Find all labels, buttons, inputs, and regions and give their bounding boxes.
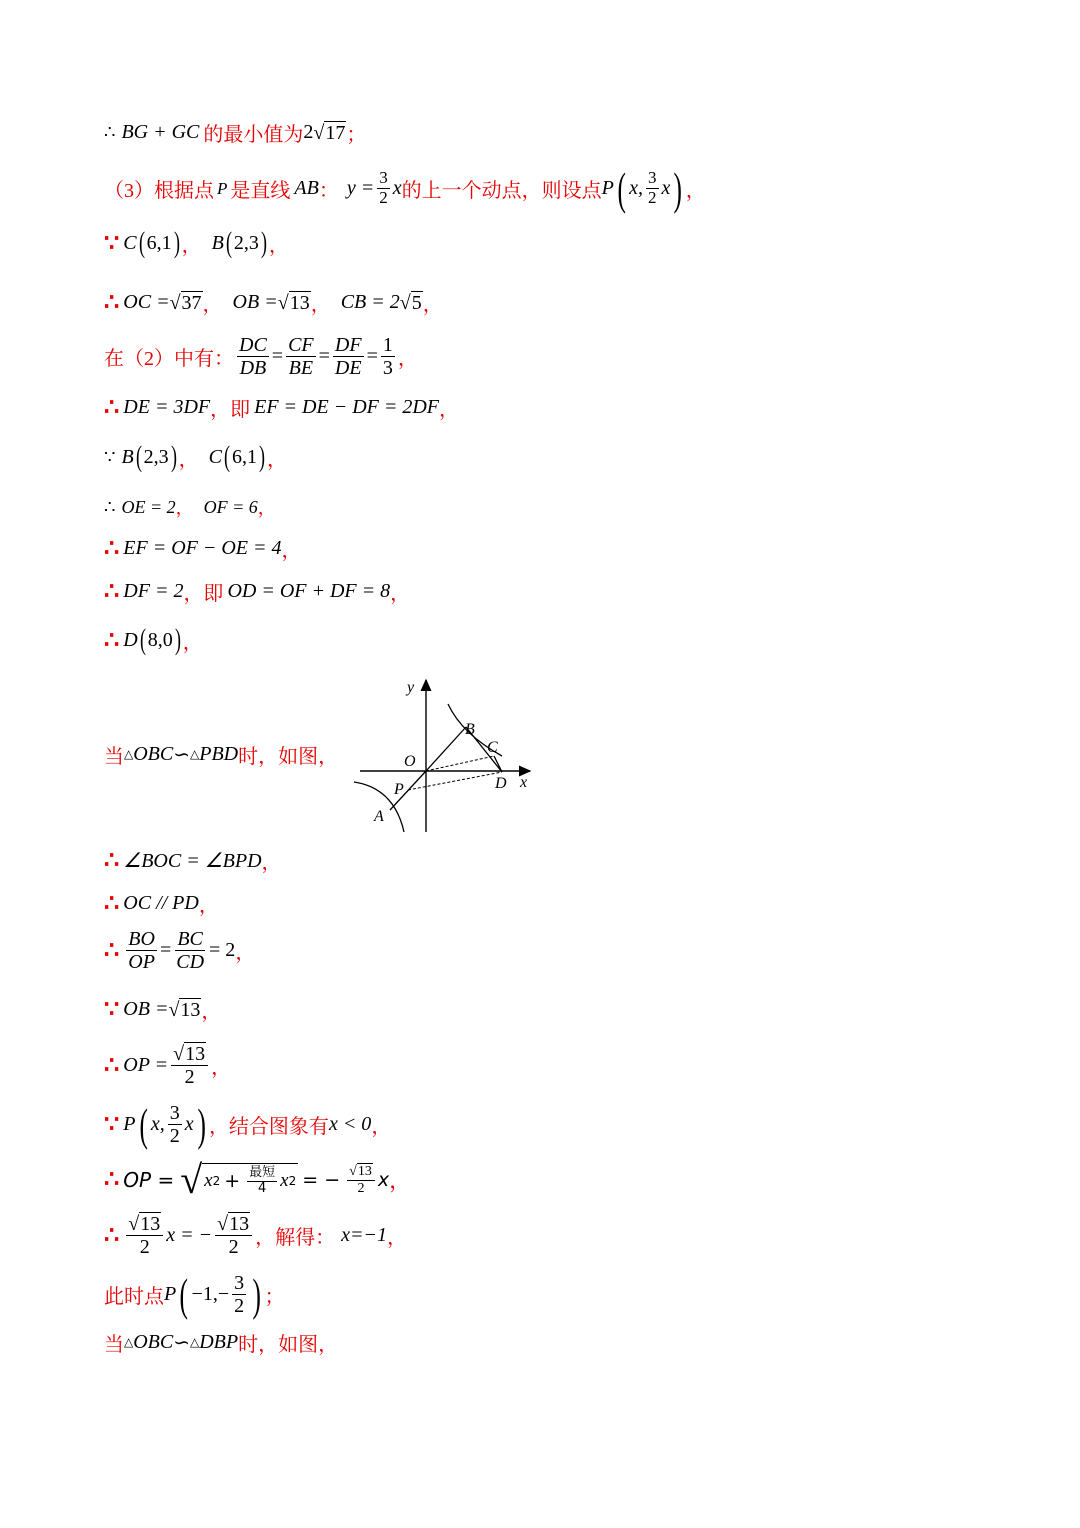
line-5: 在（2）中有： $\frac{DC}{DB}$ = $\frac{CF}{BE}$ = $\frac{DF}{DE}$ = $\frac{1}{3}$ ， bbox=[104, 334, 418, 379]
line-6: ∴ DE = 3DF ，即 EF = DE − DF = 2DF ， bbox=[104, 395, 460, 421]
label-a: A bbox=[374, 808, 384, 825]
line-7: ∵ B ( 2,3 ) ， C ( 6,1 ) ， bbox=[104, 440, 288, 473]
label-y: y bbox=[407, 679, 415, 696]
line-17: ∴ OP = √ 13 2 ， bbox=[104, 1043, 232, 1088]
line-4: ∴ OC = √ 37 ， OB = √ 13 ， CB = 2 √ 5 ， bbox=[104, 290, 443, 316]
label-b: B bbox=[465, 721, 475, 738]
coordinate-figure bbox=[352, 676, 542, 836]
line-14: ∴ OC // PD ， bbox=[104, 891, 219, 917]
line-8: ∴ OE = 2 ， OF = 6 ， bbox=[104, 496, 276, 518]
label-o: O bbox=[404, 753, 416, 770]
segment-oc bbox=[426, 756, 494, 771]
line-12: 当 △ OBC ∽ △ PBD 时，如图， bbox=[104, 743, 339, 768]
line-13: ∴ ∠BOC = ∠BPD ， bbox=[104, 848, 282, 874]
fraction: $\frac{3}{2}$ bbox=[379, 168, 388, 207]
label-d: D bbox=[495, 775, 507, 792]
segment-ob bbox=[426, 727, 466, 771]
line-15: ∴ $\frac{BO}{OP}$ = $\frac{BC}{CD}$ = 2 ， bbox=[104, 928, 256, 973]
line-1: ∴ BG + GC 的最小值为 2 √ 17 ； bbox=[104, 121, 367, 146]
sqrt: √ 17 bbox=[313, 121, 346, 144]
line-10: ∴ DF = 2 ，即 OD = OF + DF = 8 ， bbox=[104, 579, 411, 605]
label-p: P bbox=[394, 781, 404, 798]
line-19: ∴ OP = √ x 2 + $\frac{\text{最短}}{4}$ x 2 = − √ 13 2 x ， bbox=[104, 1157, 412, 1202]
line-11: ∴ D ( 8,0 ) ， bbox=[104, 623, 203, 656]
line-22: 当 △ OBC ∽ △ DBP 时，如图， bbox=[104, 1331, 339, 1356]
line-9: ∴ EF = OF − OE = 4 ， bbox=[104, 536, 302, 562]
line-16: ∵ OB = √ 13 ， bbox=[104, 997, 222, 1023]
line-21: 此时点 P ( −1,− $\frac{3}{2}$ ) ； bbox=[104, 1269, 285, 1320]
line-2: （3）根据点 P 是直线 AB ： y = $\frac{3}{2}$ x 的上一个动点，则设点 P ( x, $\frac{3}{2}$ x ) ， bbox=[104, 163, 706, 214]
label-x: x bbox=[520, 774, 528, 791]
line-20: ∴ √ 13 2 x = − √ 13 2 ，解得： x=−1 ， bbox=[104, 1213, 407, 1258]
label-c: C bbox=[487, 739, 498, 756]
line-18: ∵ P ( x, $\frac{3}{2}$ x ) ，结合图象有 x < 0 ， bbox=[104, 1099, 392, 1150]
fraction: $\frac{3}{2}$ bbox=[648, 168, 657, 207]
line-3: ∵ C ( 6,1 ) ， B ( 2,3 ) ， bbox=[104, 226, 289, 259]
